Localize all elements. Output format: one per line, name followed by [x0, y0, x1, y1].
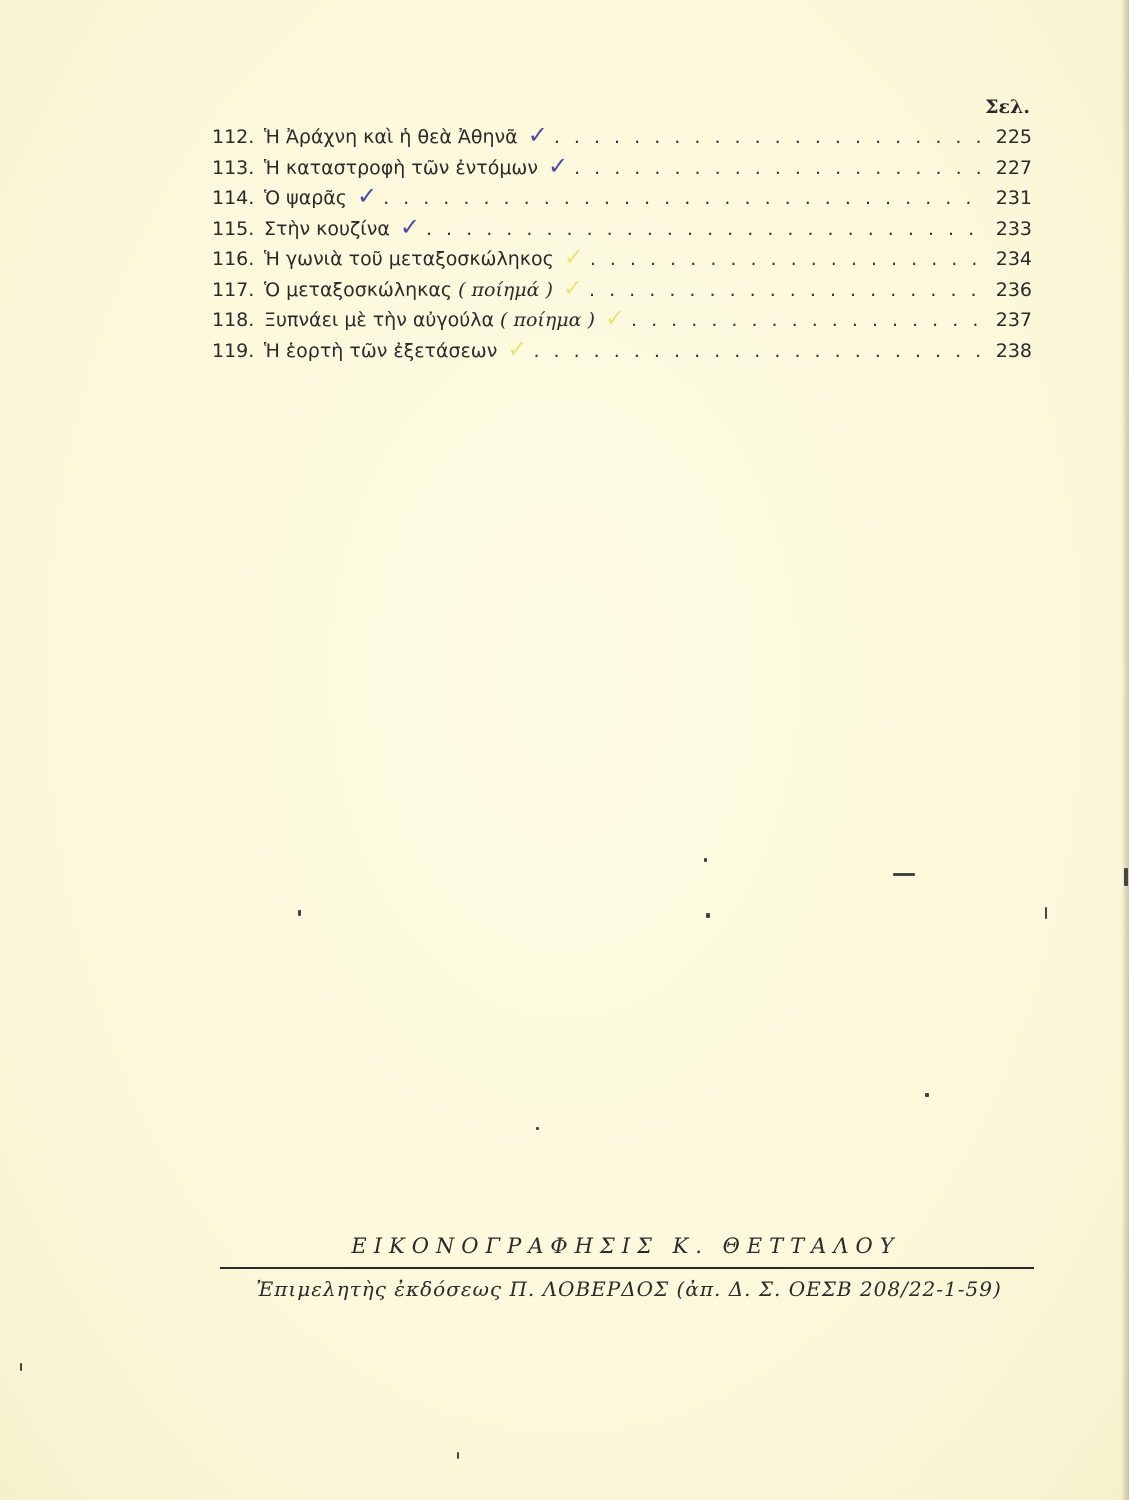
handwritten-check-icon: ✓	[527, 121, 548, 149]
scan-speck	[536, 1127, 539, 1130]
entry-title	[262, 248, 554, 270]
toc-entry	[212, 304, 1032, 340]
scan-speck	[1045, 907, 1047, 919]
handwritten-check-icon: ✓	[399, 212, 420, 241]
entry-title	[262, 187, 347, 209]
handwritten-check-icon: ✓	[604, 304, 625, 332]
entry-title-text: Ὁ μεταξοσκώληκας	[264, 278, 453, 301]
illustration-credit: ΕΙΚΟΝΟΓΡΑΦΗΣΙΣ Κ. ΘΕΤΤΑΛΟΥ	[351, 1234, 901, 1258]
scan-speck	[1124, 868, 1128, 886]
scan-speck	[706, 913, 710, 918]
toc-entry	[212, 243, 1032, 279]
entry-title-note: ( ποίημα )	[500, 309, 595, 331]
scan-speck	[925, 1093, 929, 1097]
entry-title-text: Ἡ Ἀράχνη καὶ ἡ θεὰ Ἀθηνᾶ	[264, 126, 518, 148]
entry-number: 119.	[212, 339, 255, 362]
toc-entry	[212, 182, 1032, 218]
entry-number: 113.	[212, 156, 255, 179]
entry-number: 118.	[212, 309, 255, 331]
scan-speck	[704, 858, 707, 862]
entry-page-number: 238	[995, 339, 1032, 362]
entry-title-text: Ἡ ἑορτὴ τῶν ἐξετάσεων	[264, 339, 498, 362]
entry-page-number: 236	[995, 278, 1032, 301]
table-of-contents	[212, 96, 1032, 370]
editor-credit: Ἐπιμελητὴς ἐκδόσεως Π. ΛΟΒΕΡΔΟΣ (ἀπ. Δ. Σ. ΟΕΣΒ 208/22-1-59)	[256, 1277, 1002, 1301]
toc-entries	[212, 121, 1032, 370]
entry-page-number: 237	[995, 309, 1032, 331]
entry-title	[262, 309, 595, 331]
dot-leader	[590, 248, 986, 270]
entry-title	[262, 157, 538, 179]
handwritten-check-icon: ✓	[563, 243, 584, 271]
entry-title-text: Ὁ ψαρᾶς	[264, 187, 347, 209]
handwritten-check-icon: ✓	[356, 182, 378, 210]
entry-title-note: ( ποίημά )	[458, 278, 553, 301]
dot-leader	[574, 157, 986, 179]
entry-title	[262, 218, 390, 240]
page-edge-shadow	[1121, 0, 1129, 1500]
dot-leader	[589, 279, 986, 301]
handwritten-check-icon: ✓	[562, 273, 584, 302]
entry-number: 115.	[212, 217, 255, 240]
scan-speck	[457, 1452, 459, 1459]
handwritten-check-icon: ✓	[547, 151, 569, 180]
page-column-header: Σελ.	[985, 96, 1030, 118]
handwritten-check-icon: ✓	[507, 334, 528, 363]
dot-leader	[426, 218, 986, 240]
entry-page-number: 227	[995, 156, 1032, 179]
dot-leader	[383, 187, 986, 209]
entry-title-text: Στὴν κουζίνα	[264, 217, 390, 240]
entry-title-text: Ξυπνάει μὲ τὴν αὐγούλα	[264, 309, 494, 331]
footer-rule	[220, 1267, 1034, 1269]
entry-page-number: 225	[995, 126, 1032, 148]
entry-title	[262, 340, 497, 362]
dot-leader	[554, 126, 986, 148]
entry-title-text: Ἡ καταστροφὴ τῶν ἐντόμων	[264, 156, 538, 179]
scan-speck	[298, 910, 301, 916]
entry-title	[262, 126, 518, 148]
entry-page-number: 231	[995, 187, 1032, 209]
entry-number: 117.	[212, 278, 255, 301]
entry-title-text: Ἡ γωνιὰ τοῦ μεταξοσκώληκος	[264, 248, 554, 270]
toc-entry	[212, 151, 1032, 188]
toc-entry	[212, 334, 1032, 371]
toc-entry	[212, 121, 1032, 157]
entry-page-number: 233	[995, 217, 1032, 240]
entry-title	[262, 279, 553, 301]
scan-speck	[893, 873, 915, 876]
entry-number: 116.	[212, 248, 255, 270]
scan-speck	[20, 1363, 22, 1371]
toc-entry	[212, 212, 1032, 249]
dot-leader	[533, 340, 986, 362]
entry-number: 112.	[212, 126, 255, 148]
dot-leader	[631, 309, 986, 331]
entry-page-number: 234	[995, 248, 1032, 270]
entry-number: 114.	[212, 187, 255, 209]
